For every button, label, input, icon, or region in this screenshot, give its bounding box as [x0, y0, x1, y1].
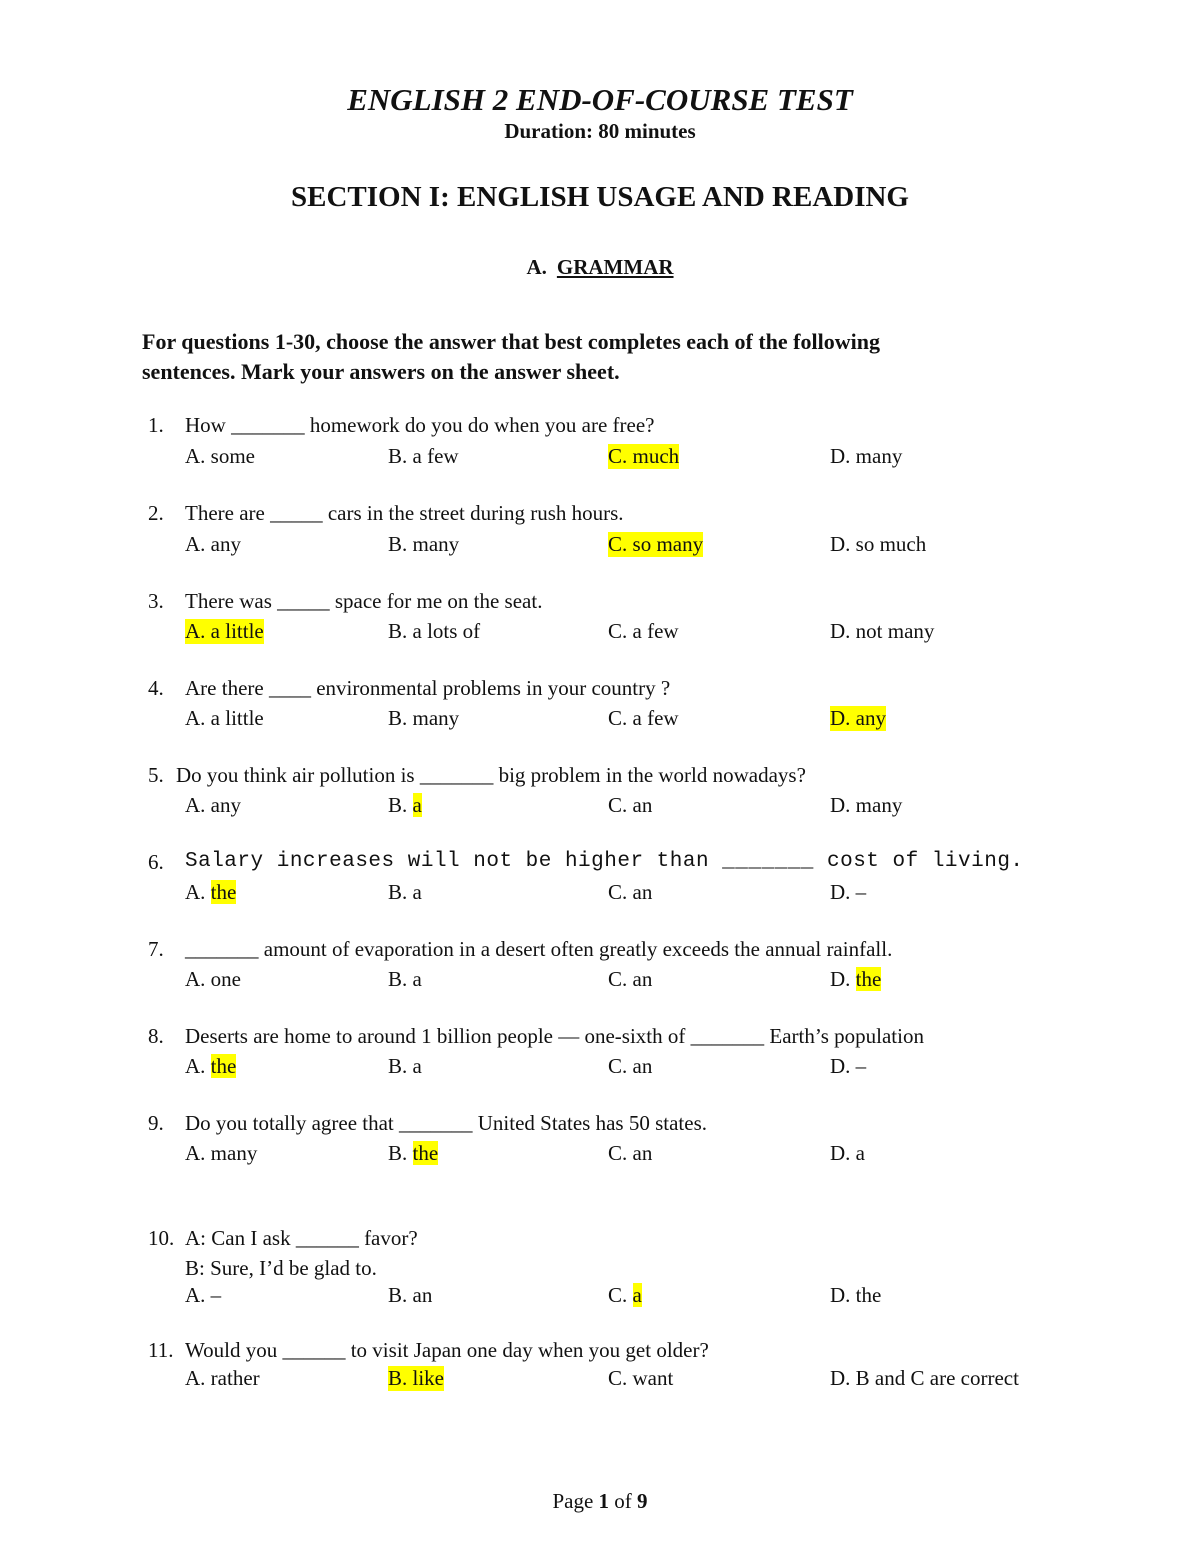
page-word: Page	[552, 1489, 594, 1513]
question-stem: How _______ homework do you do when you are free?	[185, 413, 655, 437]
instructions-line-2: sentences. Mark your answers on the answer sheet.	[142, 359, 620, 384]
question-number: 6.	[148, 850, 164, 874]
question-number: 3.	[148, 589, 164, 613]
option-a: A. any	[185, 532, 241, 556]
option-c-highlighted: C. so many	[608, 532, 704, 556]
option-a: A. many	[185, 1141, 258, 1165]
option-c: C. an	[608, 967, 653, 991]
option-c-highlighted: C. much	[608, 444, 680, 468]
question-stem: Would you ______ to visit Japan one day when you get older?	[185, 1338, 709, 1362]
test-title: ENGLISH 2 END-OF-COURSE TEST	[347, 82, 853, 117]
option-d: D. –	[830, 880, 867, 904]
page-number: 1	[598, 1489, 610, 1513]
option-a-highlighted: A. a little	[185, 619, 264, 643]
question-stem: Do you totally agree that _______ United States has 50 states.	[185, 1111, 707, 1135]
total-pages: 9	[637, 1489, 648, 1513]
question-number: 5.	[148, 763, 164, 787]
part-name: GRAMMAR	[556, 255, 674, 279]
option-d: D. the	[830, 1283, 882, 1307]
option-a: A. any	[185, 793, 241, 817]
option-a: A. the	[185, 880, 237, 904]
question-stem: There was _____ space for me on the seat.	[185, 589, 543, 613]
question-number: 9.	[148, 1111, 164, 1135]
option-b: B. the	[388, 1141, 439, 1165]
highlighted-answer: the	[412, 1141, 439, 1165]
option-c: C. an	[608, 880, 653, 904]
option-d: D. a	[830, 1141, 865, 1165]
instructions-line-1: For questions 1-30, choose the answer that best completes each of the following	[142, 329, 880, 354]
option-b-highlighted: B. like	[388, 1366, 445, 1390]
option-b: B. a few	[388, 444, 459, 468]
option-d-highlighted: D. any	[830, 706, 886, 730]
option-b: B. a	[388, 1054, 422, 1078]
option-d: D. many	[830, 793, 903, 817]
question-stem: Are there ____ environmental problems in your country ?	[185, 676, 671, 700]
question-stem: Do you think air pollution is _______ big problem in the world nowadays?	[176, 763, 806, 787]
option-c: C. an	[608, 1141, 653, 1165]
part-letter: A.	[526, 255, 547, 279]
option-b: B. a	[388, 880, 422, 904]
question-number: 1.	[148, 413, 164, 437]
question-number: 10.	[148, 1226, 175, 1250]
section-title: SECTION I: ENGLISH USAGE AND READING	[291, 181, 909, 213]
highlighted-answer: the	[210, 1054, 237, 1078]
highlighted-answer: a	[412, 793, 422, 817]
option-b: B. many	[388, 706, 460, 730]
highlighted-answer: the	[210, 880, 237, 904]
option-c: C. a few	[608, 619, 679, 643]
option-d: D. many	[830, 444, 903, 468]
question-stem: Deserts are home to around 1 billion people — one-sixth of _______ Earth’s population	[185, 1024, 924, 1048]
option-d: D. not many	[830, 619, 935, 643]
option-b: B. many	[388, 532, 460, 556]
question-stem-line-2: B: Sure, I’d be glad to.	[185, 1256, 377, 1280]
option-b: B. a lots of	[388, 619, 481, 643]
option-b: B. an	[388, 1283, 433, 1307]
question-number: 11.	[148, 1338, 174, 1362]
option-c: C. want	[608, 1366, 674, 1390]
question-number: 4.	[148, 676, 164, 700]
option-d: D. –	[830, 1054, 867, 1078]
question-stem: _______ amount of evaporation in a desert often greatly exceeds the annual rainfall.	[185, 937, 893, 961]
of-word: of	[614, 1489, 632, 1513]
option-a: A. a little	[185, 706, 264, 730]
question-stem: A: Can I ask ______ favor?	[185, 1226, 418, 1250]
page-footer	[0, 1489, 1200, 1514]
question-stem: Salary increases will not be higher than _______ cost of living.	[185, 850, 1024, 873]
highlighted-answer: the	[855, 967, 882, 991]
option-a: A. rather	[185, 1366, 260, 1390]
option-a: A. the	[185, 1054, 237, 1078]
option-d: D. so much	[830, 532, 927, 556]
option-b: B. a	[388, 793, 422, 817]
option-c: C. a few	[608, 706, 679, 730]
option-d: D. the	[830, 967, 882, 991]
question-number: 8.	[148, 1024, 164, 1048]
option-b: B. a	[388, 967, 422, 991]
option-c: C. an	[608, 793, 653, 817]
option-a: A. one	[185, 967, 241, 991]
option-d: D. B and C are correct	[830, 1366, 1019, 1390]
question-stem: There are _____ cars in the street during rush hours.	[185, 501, 624, 525]
part-heading	[0, 255, 1200, 280]
option-a: A. some	[185, 444, 255, 468]
option-a: A. –	[185, 1283, 222, 1307]
question-number: 7.	[148, 937, 164, 961]
highlighted-answer: a	[632, 1283, 642, 1307]
option-c: C. an	[608, 1054, 653, 1078]
duration-text: Duration: 80 minutes	[504, 119, 696, 143]
question-number: 2.	[148, 501, 164, 525]
option-c: C. a	[608, 1283, 642, 1307]
instructions	[142, 327, 1042, 387]
